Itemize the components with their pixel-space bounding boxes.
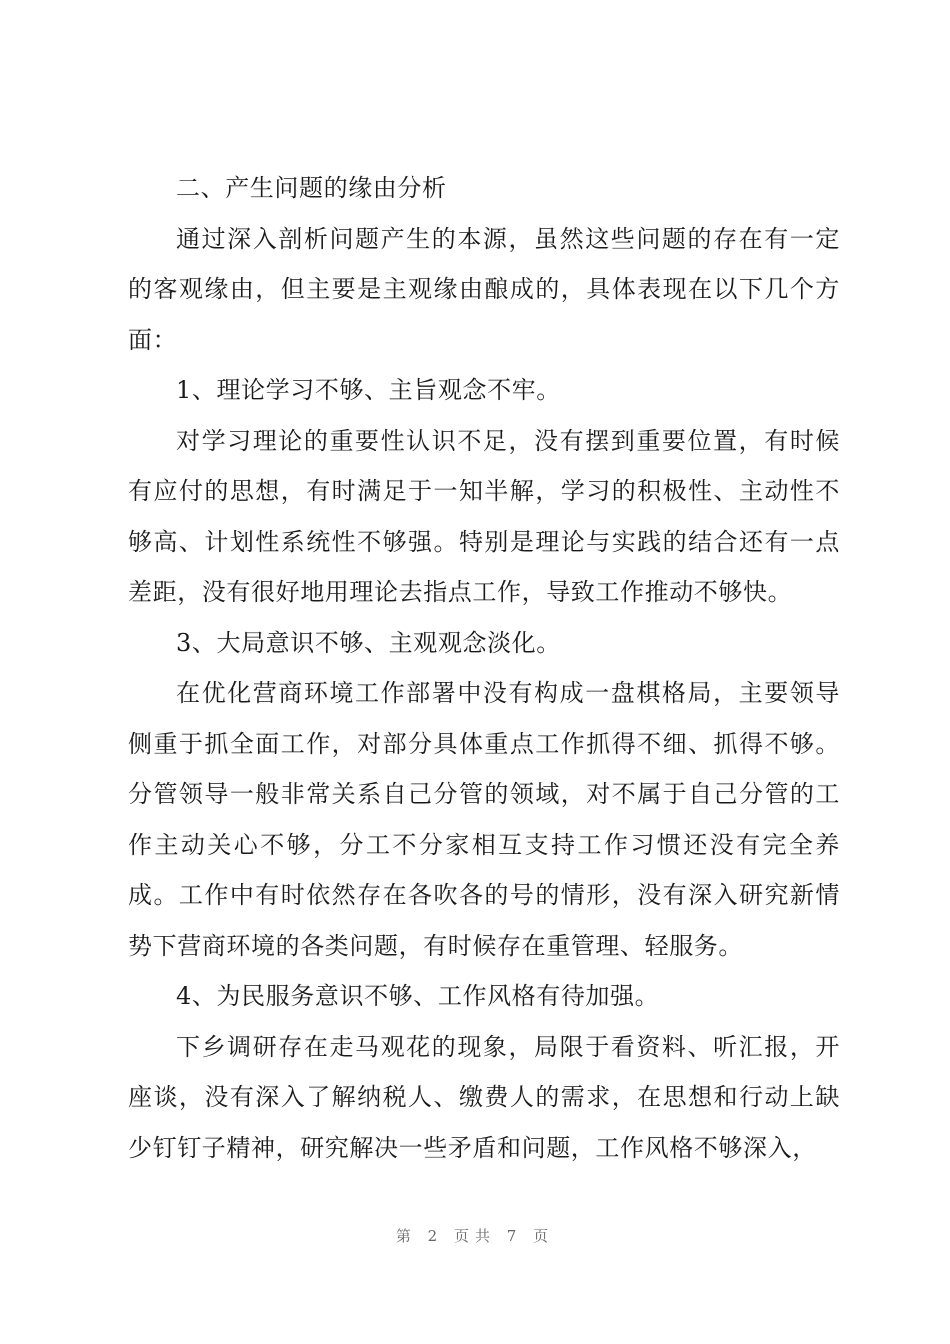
page-number-footer: 第 2 页共 7 页 — [395, 1227, 555, 1245]
list-heading: 3、大局意识不够、主观观念淡化。 — [176, 628, 561, 657]
document-body — [128, 163, 840, 1173]
list-heading: 4、为民服务意识不够、工作风格有待加强。 — [176, 982, 660, 1010]
paragraph: 在优化营商环境工作部署中没有构成一盘棋格局，主要领导侧重于抓全面工作，对部分具体重点工作抓得不细、抓得不够。分管领导一般非常关系自己分管的领域，对不属于自己分管的工作主动关心不够，分工不分家相互支持工作习惯还没有完全养成。工作中有时依然存在各吹各的号的情形，没有深入研究新情势下营商环境的各类问题，有时候存在重管理、轻服务。 — [128, 679, 840, 960]
paragraph: 下乡调研存在走马观花的现象，局限于看资料、听汇报，开座谈，没有深入了解纳税人、缴费人的需求，在思想和行动上缺少钉钉子精神，研究解决一些矛盾和问题，工作风格不够深入， — [128, 1032, 840, 1162]
list-heading: 1、理论学习不够、主旨观念不牢。 — [176, 376, 561, 404]
section-heading: 二、产生问题的缘由分析 — [176, 174, 447, 202]
paragraph: 对学习理论的重要性认识不足，没有摆到重要位置，有时候有应付的思想，有时满足于一知半解，学习的积极性、主动性不够高、计划性系统性不够强。特别是理论与实践的结合还有一点差距，没有很好地用理论去指点工作，导致工作推动不够快。 — [128, 426, 840, 606]
paragraph: 通过深入剖析问题产生的本源，虽然这些问题的存在有一定的客观缘由，但主要是主观缘由酿成的，具体表现在以下几个方面： — [128, 224, 840, 354]
